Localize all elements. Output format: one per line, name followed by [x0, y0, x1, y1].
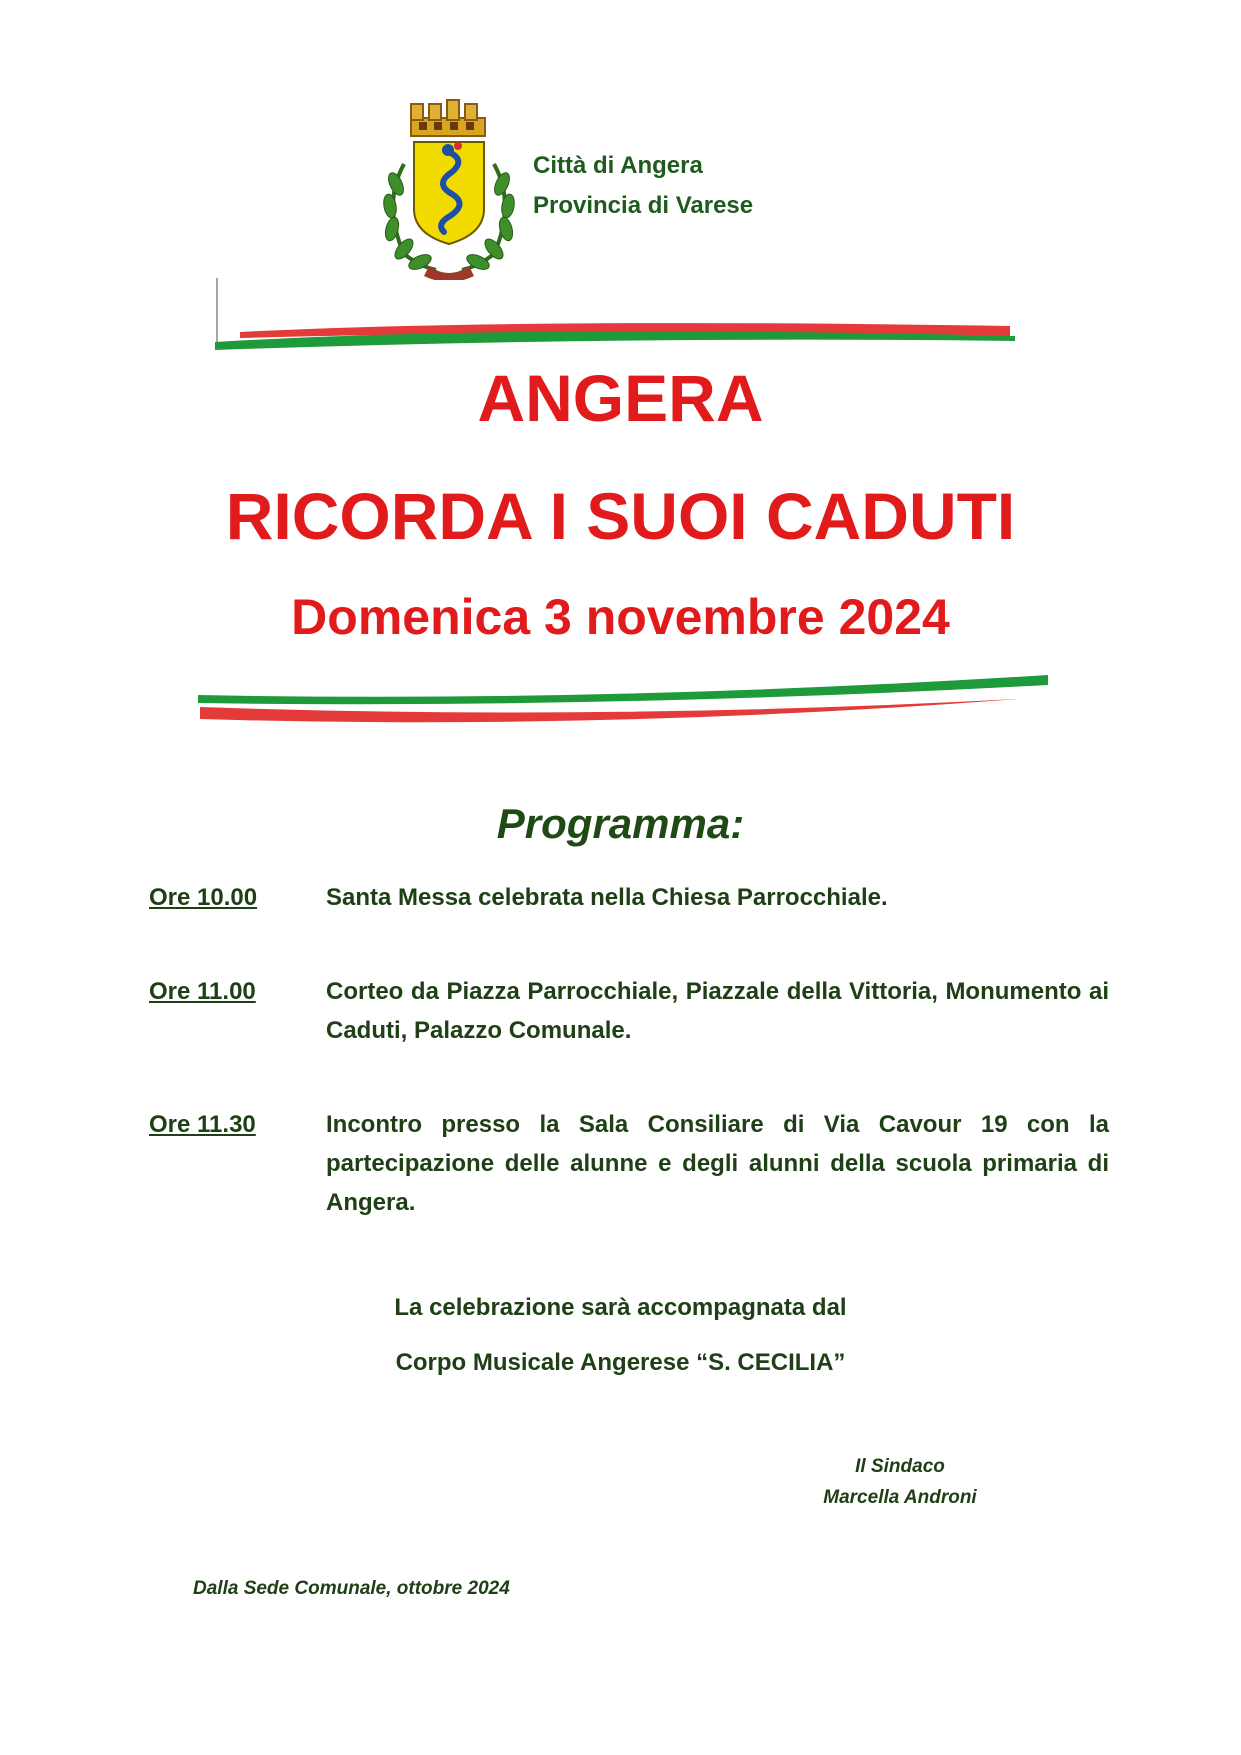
program-description: Santa Messa celebrata nella Chiesa Parrocchiale.	[326, 884, 888, 911]
closing-line-2: Corpo Musicale Angerese “S. CECILIA”	[395, 1349, 846, 1376]
title-angera: ANGERA	[477, 361, 764, 435]
program-heading: Programma:	[496, 800, 745, 847]
province-name: Provincia di Varese	[533, 192, 754, 219]
footer-note: Dalla Sede Comunale, ottobre 2024	[193, 1578, 510, 1599]
city-crest-logo	[374, 94, 524, 280]
program-time: Ore 11.00	[149, 978, 256, 1005]
signature-role: Il Sindaco	[855, 1456, 945, 1477]
municipality-header	[533, 146, 753, 226]
crown-icon	[411, 100, 485, 136]
city-name: Città di Angera	[533, 152, 703, 179]
event-date: Domenica 3 novembre 2024	[291, 589, 950, 645]
tricolor-ribbon-bottom	[198, 665, 1048, 725]
signature-block	[780, 1451, 1020, 1513]
program-description: Corteo da Piazza Parrocchiale, Piazzale della Vittoria, Monumento ai Caduti, Palazzo Comunale.	[326, 978, 1109, 1044]
title-remembrance: RICORDA I SUOI CADUTI	[225, 479, 1016, 553]
closing-line-1: La celebrazione sarà accompagnata dal	[394, 1294, 847, 1321]
program-time: Ore 10.00	[149, 884, 258, 911]
signature-name: Marcella Androni	[823, 1487, 977, 1508]
program-time: Ore 11.30	[149, 1111, 256, 1138]
program-description: Incontro presso la Sala Consiliare di Via Cavour 19 con la partecipazione delle alunne e degli alunni della scuola primaria di Angera.	[326, 1111, 1109, 1216]
tricolor-ribbon-top	[215, 278, 1015, 352]
